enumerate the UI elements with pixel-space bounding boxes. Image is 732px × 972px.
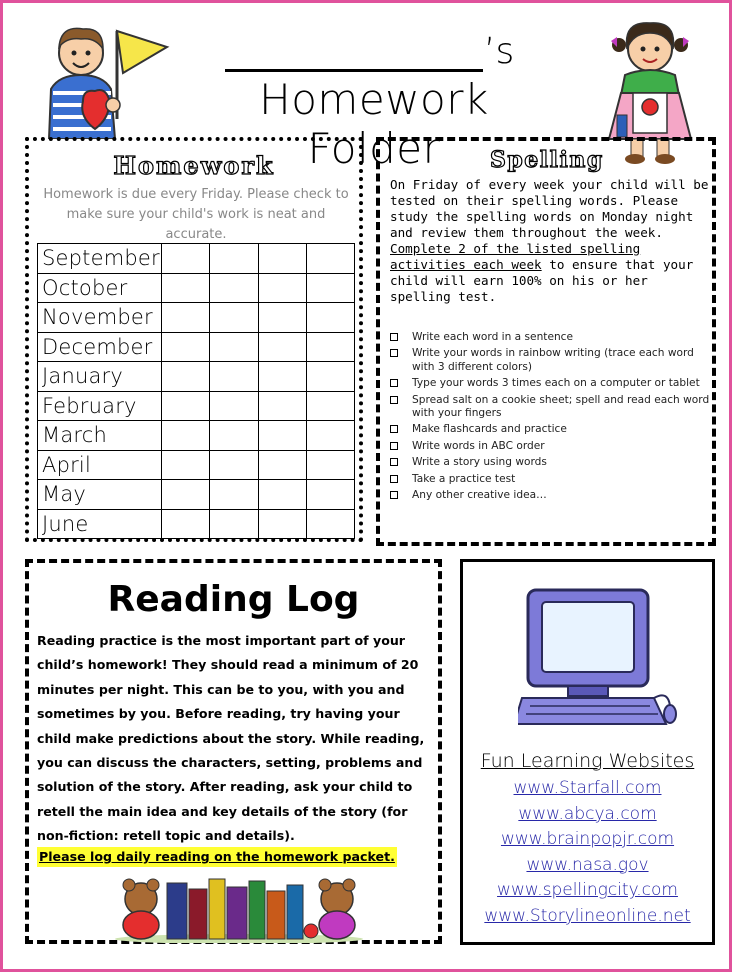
spelling-activity-text: Write each word in a sentence (412, 331, 574, 343)
homework-check-cell (210, 332, 258, 362)
homework-check-cell (258, 480, 306, 510)
homework-check-cell (306, 450, 354, 480)
month-label: April (38, 450, 162, 480)
homework-check-cell (210, 509, 258, 539)
checkbox-icon (390, 425, 398, 433)
homework-check-cell (306, 362, 354, 392)
homework-check-cell (306, 421, 354, 451)
website-link[interactable]: www.spellingcity.com (497, 880, 678, 901)
name-blank-line (225, 69, 483, 72)
spelling-activity-text: Type your words 3 times each on a computer or tablet (412, 377, 700, 390)
reading-log-section (25, 559, 442, 944)
homework-check-cell (210, 244, 258, 274)
homework-check-cell (162, 303, 210, 333)
homework-month-row (38, 509, 355, 539)
homework-check-cell (306, 391, 354, 421)
website-link[interactable]: www.Storylineonline.net (484, 905, 691, 926)
website-link[interactable]: www.abcya.com (518, 803, 657, 824)
homework-check-cell (258, 244, 306, 274)
homework-check-cell (162, 362, 210, 392)
month-label: June (38, 509, 162, 539)
homework-check-cell (210, 450, 258, 480)
homework-check-cell (210, 273, 258, 303)
month-label: December (38, 332, 162, 362)
homework-check-cell (162, 332, 210, 362)
checkbox-icon (390, 458, 398, 466)
month-label: February (38, 391, 162, 421)
homework-check-cell (258, 303, 306, 333)
websites-links (463, 776, 712, 930)
spelling-activity-item (390, 394, 712, 421)
homework-check-cell (162, 480, 210, 510)
homework-check-cell (258, 509, 306, 539)
month-label: March (38, 421, 162, 451)
spelling-activity-text: Spread salt on a cookie sheet; spell and read each word with your fingers (412, 393, 710, 420)
homework-check-cell (210, 480, 258, 510)
homework-check-cell (258, 450, 306, 480)
homework-check-cell (162, 509, 210, 539)
homework-month-table (37, 243, 355, 539)
spelling-section (376, 137, 716, 546)
checkbox-icon (390, 396, 398, 404)
homework-check-cell (306, 480, 354, 510)
homework-check-cell (258, 273, 306, 303)
homework-check-cell (210, 421, 258, 451)
websites-title: Fun Learning Websites (480, 750, 695, 772)
homework-check-cell (306, 332, 354, 362)
homework-check-cell (306, 303, 354, 333)
homework-section (25, 137, 363, 542)
checkbox-icon (390, 491, 398, 499)
homework-check-cell (162, 244, 210, 274)
computer-icon (518, 586, 678, 736)
homework-check-cell (258, 391, 306, 421)
homework-title: Homework (113, 151, 275, 180)
spelling-activity-text: Take a practice test (412, 472, 516, 485)
reading-log-title: Reading Log (107, 579, 360, 620)
website-link[interactable]: www.brainpopjr.com (500, 829, 675, 850)
spelling-activity-item (390, 473, 712, 486)
month-label: October (38, 273, 162, 303)
homework-month-row (38, 244, 355, 274)
homework-description: Homework is due every Friday. Please check to make sure your child's work is neat and accurate. (43, 187, 349, 242)
spelling-activity-item (390, 440, 712, 453)
month-label: January (38, 362, 162, 392)
spelling-activity-text: Any other creative idea… (412, 489, 547, 502)
boy-with-flag-icon (39, 19, 173, 139)
month-label: May (38, 480, 162, 510)
websites-section (460, 559, 715, 945)
spelling-activity-text: Write a story using words (412, 456, 547, 469)
spelling-activities-list (390, 331, 712, 505)
homework-month-row (38, 421, 355, 451)
spelling-activity-item (390, 489, 712, 502)
homework-check-cell (162, 450, 210, 480)
homework-check-cell (210, 362, 258, 392)
month-label: November (38, 303, 162, 333)
checkbox-icon (390, 379, 398, 387)
homework-check-cell (162, 273, 210, 303)
checkbox-icon (390, 442, 398, 450)
reading-log-text: Reading practice is the most important part of your child’s homework! They should read a minimum of 20 minutes per night. This can be to you, with you and sometimes by you. Before reading, try having your child make predictions about the story. While reading, you can discuss the characters, setting, problems and solution of the story. After reading, ask your child to retell the main idea and key details of the story (for non-fiction: retell topic and details). (37, 633, 425, 844)
homework-check-cell (162, 421, 210, 451)
website-link[interactable]: www.nasa.gov (526, 854, 649, 875)
month-label: September (38, 244, 162, 274)
spelling-activity-text: Write words in ABC order (412, 439, 545, 452)
spelling-title: Spelling (490, 147, 604, 173)
spelling-activity-item (390, 347, 712, 374)
homework-month-row (38, 303, 355, 333)
spelling-activity-item (390, 331, 712, 344)
homework-check-cell (210, 391, 258, 421)
page-title: Homework Folder (259, 75, 489, 173)
homework-check-cell (306, 509, 354, 539)
homework-check-cell (306, 244, 354, 274)
homework-month-row (38, 362, 355, 392)
homework-check-cell (210, 303, 258, 333)
homework-check-cell (258, 421, 306, 451)
homework-check-cell (258, 362, 306, 392)
homework-month-row (38, 480, 355, 510)
homework-month-row (38, 332, 355, 362)
homework-check-cell (258, 332, 306, 362)
checkbox-icon (390, 475, 398, 483)
homework-check-cell (162, 391, 210, 421)
homework-month-row (38, 450, 355, 480)
checkbox-icon (390, 349, 398, 357)
checkbox-icon (390, 333, 398, 341)
spelling-activity-text: Write your words in rainbow writing (trace each word with 3 different colors) (412, 347, 694, 373)
homework-month-row (38, 391, 355, 421)
bears-with-books-icon (111, 875, 367, 943)
spelling-activity-item (390, 377, 712, 390)
spelling-activity-item (390, 456, 712, 469)
homework-month-row (38, 273, 355, 303)
spelling-activity-item (390, 423, 712, 436)
spelling-activity-text: Make flashcards and practice (412, 423, 567, 436)
reading-log-highlight: Please log daily reading on the homework packet. (37, 847, 397, 867)
spelling-description (390, 177, 710, 305)
website-link[interactable]: www.Starfall.com (513, 778, 662, 798)
possessive-suffix: ’s (484, 31, 515, 72)
spelling-description-part2: to ensure that your child will earn 100% on his or her spelling test. (390, 257, 694, 304)
spelling-description-part1: On Friday of every week your child will be tested on their spelling words. Please study the spelling words on Monday night and review them throughout the week. (390, 177, 709, 240)
homework-check-cell (306, 273, 354, 303)
spelling-description-underlined: Complete 2 of the listed spelling activities each week (390, 241, 641, 272)
